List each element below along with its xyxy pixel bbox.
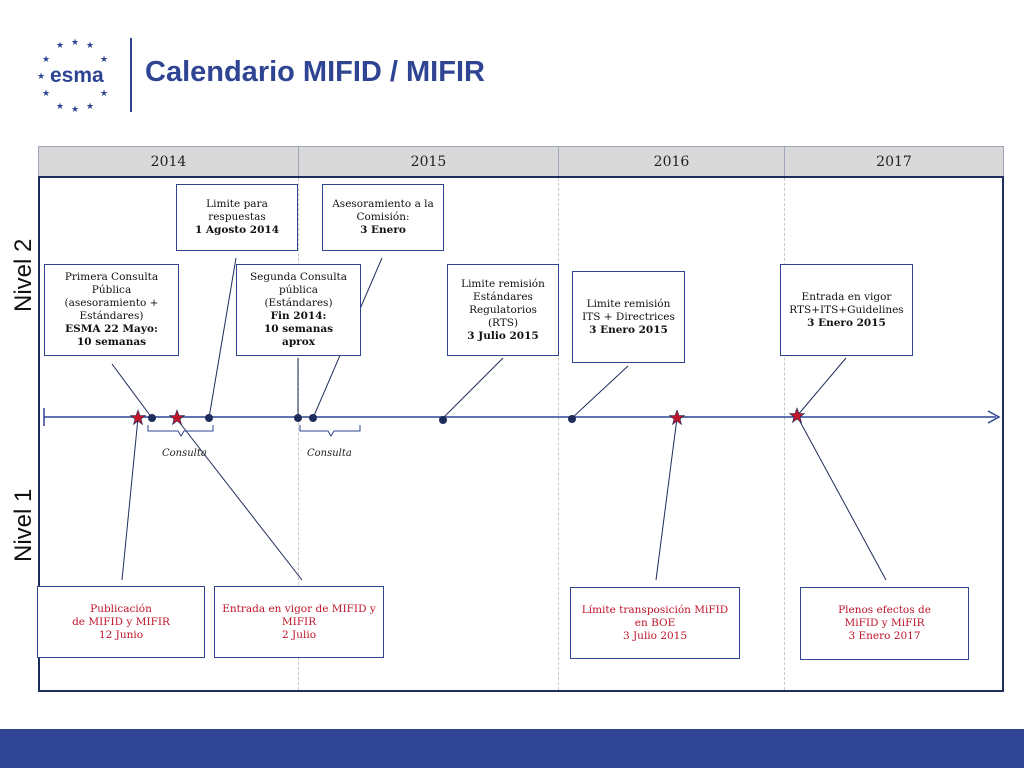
milestone-star bbox=[170, 410, 185, 425]
logo-wordmark: esma bbox=[50, 64, 104, 87]
milestone-box-entrada-vigor bbox=[214, 586, 384, 658]
box-line: (RTS) bbox=[487, 316, 519, 329]
box-line-bold: 3 Enero 2015 bbox=[589, 323, 668, 336]
connector bbox=[656, 418, 677, 580]
milestone-dot bbox=[568, 415, 576, 423]
year-header-2016: 2016 bbox=[558, 146, 785, 177]
level-2-label: Nivel 2 bbox=[10, 238, 37, 312]
box-line: MiFID y MiFIR bbox=[844, 617, 925, 629]
box-line: Segunda Consulta bbox=[249, 271, 348, 283]
box-line-bold: 3 Julio 2015 bbox=[467, 329, 539, 342]
connector bbox=[112, 364, 152, 418]
box-line: de MIFID y MIFIR bbox=[72, 615, 170, 628]
milestone-box-entrada-vigor-rts bbox=[780, 264, 913, 356]
box-line-bold: 3 Enero bbox=[360, 224, 406, 236]
svg-text:★: ★ bbox=[42, 55, 51, 65]
box-line-bold: aprox bbox=[282, 336, 315, 348]
milestone-dot bbox=[148, 414, 156, 422]
box-line: Asesoramiento a la bbox=[332, 198, 434, 210]
level-1-label: Nivel 1 bbox=[10, 488, 37, 562]
milestone-box-primera-consulta bbox=[44, 264, 179, 356]
milestone-box-transposicion bbox=[570, 587, 740, 659]
footer-band bbox=[0, 729, 1024, 768]
box-line-bold: 1 Agosto 2014 bbox=[194, 224, 280, 236]
box-line: Limite remisión bbox=[586, 297, 671, 310]
connector bbox=[176, 418, 302, 580]
consulta-brace bbox=[148, 425, 213, 436]
box-line: 3 Julio 2015 bbox=[622, 629, 688, 642]
box-line: Regulatorios bbox=[469, 303, 537, 316]
connector bbox=[209, 258, 236, 418]
milestone-star bbox=[670, 410, 685, 425]
milestone-box-limite-its bbox=[572, 271, 685, 363]
svg-text:★: ★ bbox=[86, 41, 95, 51]
box-line: Primera Consulta bbox=[64, 271, 159, 283]
box-line: (Estándares) bbox=[264, 297, 333, 309]
connector bbox=[443, 358, 503, 418]
box-line-bold: Fin 2014: bbox=[270, 310, 327, 322]
milestone-box-limite-rts bbox=[447, 264, 559, 356]
svg-text:★: ★ bbox=[71, 38, 80, 48]
consulta-brace bbox=[300, 425, 360, 436]
connector bbox=[797, 416, 886, 580]
milestone-box-segunda-consulta bbox=[236, 264, 361, 356]
milestone-dot bbox=[439, 416, 447, 424]
page-title: Calendario MIFID / MIFIR bbox=[145, 56, 485, 88]
milestone-box-asesoramiento bbox=[322, 184, 444, 251]
box-line: ITS + Directrices bbox=[582, 310, 675, 323]
milestone-dot bbox=[309, 414, 317, 422]
svg-text:★: ★ bbox=[100, 89, 109, 99]
year-header-2017: 2017 bbox=[784, 146, 1004, 177]
box-line: Límite transposición MiFID bbox=[581, 603, 729, 616]
box-line: Estándares bbox=[473, 290, 533, 303]
milestone-box-publicacion bbox=[37, 586, 205, 658]
box-line-bold: 3 Enero 2015 bbox=[807, 316, 886, 329]
milestone-box-plenos-efectos bbox=[800, 587, 969, 660]
year-header-2015: 2015 bbox=[298, 146, 559, 177]
svg-text:★: ★ bbox=[56, 41, 65, 51]
svg-text:★: ★ bbox=[42, 89, 51, 99]
box-line: RTS+ITS+Guidelines bbox=[789, 303, 904, 316]
svg-text:★: ★ bbox=[71, 105, 80, 114]
milestone-dot bbox=[294, 414, 302, 422]
box-line: Publicación bbox=[90, 602, 152, 615]
year-header-2014: 2014 bbox=[38, 146, 299, 177]
box-line: Plenos efectos de bbox=[838, 604, 931, 616]
milestone-dot bbox=[205, 414, 213, 422]
box-line: Pública bbox=[91, 284, 132, 296]
connector bbox=[122, 418, 138, 580]
box-line: MIFIR bbox=[281, 615, 317, 628]
box-line: pública bbox=[278, 284, 319, 296]
box-line-bold: 10 semanas bbox=[263, 323, 334, 335]
svg-text:★: ★ bbox=[100, 55, 109, 65]
box-line: Entrada en vigor bbox=[801, 290, 892, 303]
box-line: Estándares) bbox=[79, 310, 144, 322]
svg-text:★: ★ bbox=[56, 102, 65, 112]
box-line: respuestas bbox=[208, 211, 266, 223]
box-line: 2 Julio bbox=[281, 628, 317, 641]
box-line: 12 Junio bbox=[98, 628, 144, 641]
box-line: Limite remisión bbox=[461, 277, 545, 290]
box-line: 3 Enero 2017 bbox=[848, 630, 921, 642]
box-line-bold: ESMA 22 Mayo: bbox=[65, 323, 158, 335]
svg-text:★: ★ bbox=[37, 72, 46, 82]
box-line: Entrada en vigor de MIFID y bbox=[222, 602, 376, 615]
consulta-label: Consulta bbox=[162, 448, 207, 459]
consulta-label: Consulta bbox=[307, 448, 352, 459]
box-line: en BOE bbox=[634, 616, 676, 629]
svg-text:★: ★ bbox=[86, 102, 95, 112]
box-line: Comisión: bbox=[356, 211, 410, 223]
connector bbox=[572, 366, 628, 418]
milestone-box-limite-respuestas bbox=[176, 184, 298, 251]
box-line: (asesoramiento + bbox=[64, 297, 159, 309]
box-line-bold: 10 semanas bbox=[76, 336, 147, 348]
connector bbox=[797, 358, 846, 416]
box-line: Limite para bbox=[206, 198, 268, 210]
